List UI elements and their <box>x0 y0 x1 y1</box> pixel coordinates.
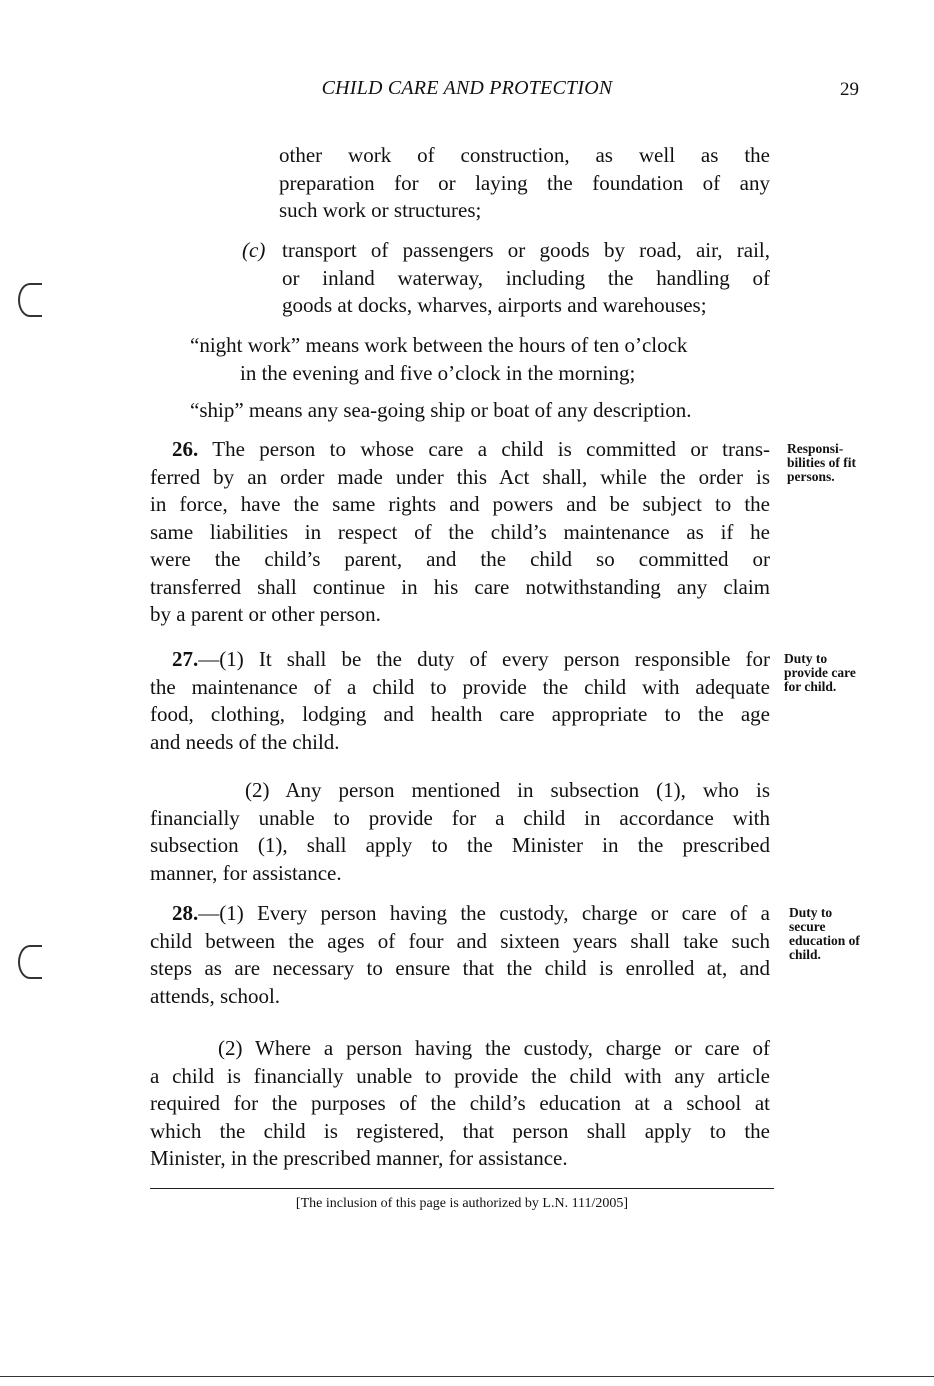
section-28-sub-2 <box>150 1035 770 1173</box>
text-run: The person to whose care a child is committed or trans- <box>212 437 770 461</box>
text-line: goods at docks, wharves, airports and warehouses; <box>282 293 707 317</box>
subsection-lead: —(1) <box>198 901 244 925</box>
text-run: It shall be the duty of every person responsible for <box>258 647 770 671</box>
text-line: other work of construction, as well as the <box>279 143 770 167</box>
text-line: and needs of the child. <box>150 729 340 754</box>
margin-note-line: Duty to <box>784 651 828 666</box>
section-28-sub-1 <box>150 900 770 1010</box>
text-line: manner, for assistance. <box>150 860 342 885</box>
running-header-title: CHILD CARE AND PROTECTION <box>321 77 613 99</box>
margin-note-line: secure <box>789 919 826 934</box>
text-line: a child is financially unable to provide the child with any article <box>150 1063 770 1088</box>
text-line: (2) Any person mentioned in subsection (1), who is <box>245 778 770 802</box>
margin-note-line: persons. <box>787 469 835 484</box>
definition-ship <box>190 397 770 425</box>
text-line: in force, have the same rights and powers and be subject to the <box>150 492 770 516</box>
text-line: (2) Where a person having the custody, charge or care of <box>218 1036 770 1060</box>
section-27-sub-2 <box>150 777 770 887</box>
text-line: were the child’s parent, and the child so committed or <box>150 547 770 571</box>
text-line <box>150 646 770 674</box>
definition-night-work <box>190 332 770 387</box>
text-line: financially unable to provide for a child in accordance with <box>150 805 770 830</box>
text-line: same liabilities in respect of the child’s maintenance as if he <box>150 519 770 544</box>
margin-note-line: Duty to <box>789 905 833 920</box>
text-line: “ship” means any sea-going ship or boat of any description. <box>190 398 692 422</box>
punch-hole-bottom <box>18 945 42 979</box>
section-number: 28. <box>172 901 199 925</box>
text-line: preparation for or laying the foundation of any <box>279 170 770 195</box>
text-line: transferred shall continue in his care notwithstanding any claim <box>150 574 770 599</box>
section-number: 26. <box>172 437 199 461</box>
text-line: the maintenance of a child to provide the child with adequate <box>150 674 770 699</box>
text-line: ferred by an order made under this Act shall, while the order is <box>150 464 770 489</box>
margin-note-line: education of <box>789 933 860 948</box>
text-line <box>150 900 770 928</box>
margin-note-line: provide care <box>784 665 856 680</box>
text-line: attends, school. <box>150 983 281 1008</box>
text-line: “night work” means work between the hours of ten o’clock <box>190 333 688 357</box>
item-label: (c) <box>242 238 266 262</box>
text-line: Minister, in the prescribed manner, for assistance. <box>150 1146 568 1170</box>
text-line: by a parent or other person. <box>150 602 381 626</box>
margin-note-27 <box>784 652 856 694</box>
text-line: food, clothing, lodging and health care appropriate to the age <box>150 702 770 726</box>
margin-note-26 <box>787 442 856 484</box>
page-number: 29 <box>840 79 859 100</box>
text-line: child between the ages of four and sixteen years shall take such <box>150 928 770 953</box>
text-line: such work or structures; <box>279 198 482 222</box>
text-line: or inland waterway, including the handling of <box>282 265 770 290</box>
margin-note-line: bilities of fit <box>787 455 856 470</box>
punch-hole-top <box>18 283 42 317</box>
text-line: in the evening and five o’clock in the morning; <box>240 360 636 385</box>
continuation-paragraph <box>279 142 770 225</box>
footer-authorization-note: [The inclusion of this page is authorized by L.N. 111/2005] <box>295 1196 629 1211</box>
text-line <box>150 436 770 464</box>
footer-divider <box>150 1188 774 1189</box>
margin-note-28 <box>789 906 860 962</box>
text-line: which the child is registered, that person shall apply to the <box>150 1118 770 1143</box>
margin-note-line: child. <box>789 947 821 962</box>
text-line: subsection (1), shall apply to the Minister in the prescribed <box>150 833 770 857</box>
text-line: steps as are necessary to ensure that the child is enrolled at, and <box>150 956 770 980</box>
margin-note-line: Responsi- <box>787 441 844 456</box>
item-c-label <box>242 237 265 265</box>
page-bottom-edge-line <box>0 1376 934 1377</box>
item-c-paragraph <box>282 237 770 320</box>
section-27-sub-1 <box>150 646 770 756</box>
text-line: transport of passengers or goods by road, air, rail, <box>282 238 770 262</box>
text-run: Every person having the custody, charge or care of a <box>257 901 770 925</box>
subsection-lead: —(1) <box>198 647 244 671</box>
text-line: required for the purposes of the child’s education at a school at <box>150 1091 770 1115</box>
section-26 <box>150 436 770 629</box>
section-number: 27. <box>172 647 199 671</box>
margin-note-line: for child. <box>784 679 837 694</box>
